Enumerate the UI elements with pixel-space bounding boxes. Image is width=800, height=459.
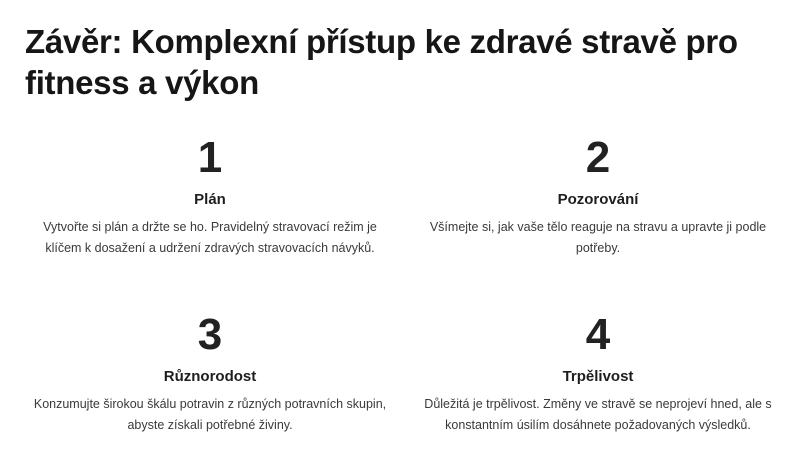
step-description: Vytvořte si plán a držte se ho. Pravidelný stravovací režim je klíčem k dosažení a udržení zdravých stravovacích návyků. [43, 220, 377, 255]
step-heading: Plán [194, 191, 226, 208]
step-card-variety [16, 309, 404, 436]
step-heading: Trpělivost [562, 368, 634, 385]
step-description: Všímejte si, jak vaše tělo reaguje na stravu a upravte ji podle potřeby. [429, 220, 767, 255]
step-heading: Pozorování [557, 191, 639, 208]
step-card-plan [16, 132, 404, 259]
step-heading: Různorodost [163, 368, 257, 385]
step-description: Konzumujte širokou škálu potravin z různých potravních skupin, abyste získali potřebné živiny. [33, 397, 387, 432]
step-description: Důležitá je trpělivost. Změny ve stravě se neprojeví hned, ale s konstantním úsilím dosáhnete požadovaných výsledků. [424, 397, 772, 432]
step-number: 2 [585, 133, 611, 182]
step-card-observation [404, 132, 792, 259]
steps-grid [16, 132, 792, 452]
page-title: Závěr: Komplexní přístup ke zdravé stravě pro fitness a výkon [25, 23, 738, 101]
step-number: 3 [197, 310, 223, 359]
step-number: 4 [585, 310, 611, 359]
step-card-patience [404, 309, 792, 436]
step-number: 1 [197, 133, 223, 182]
